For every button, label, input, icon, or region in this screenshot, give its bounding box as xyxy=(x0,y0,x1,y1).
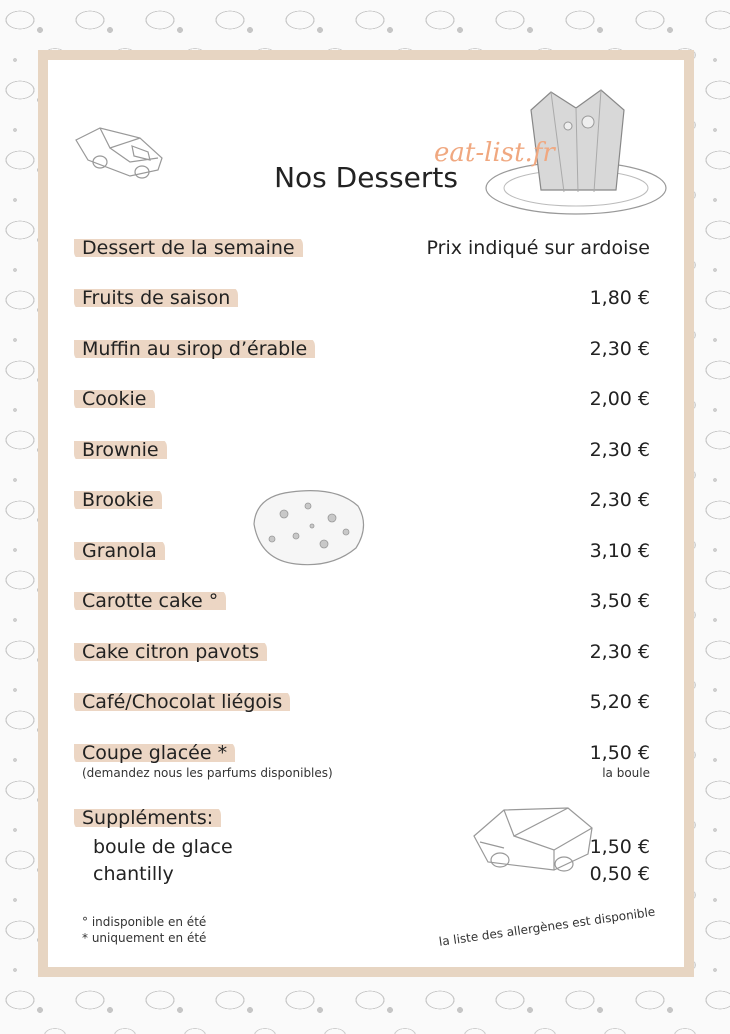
list-item xyxy=(48,539,684,569)
item-name: Dessert de la semaine xyxy=(74,236,303,260)
item-price: 2,30 € xyxy=(589,338,650,360)
item-note: (demandez nous les parfums disponibles) xyxy=(82,766,333,780)
list-item xyxy=(48,236,684,266)
menu-card-inner xyxy=(48,60,684,967)
car-sketch-icon xyxy=(468,798,598,882)
item-price: 2,30 € xyxy=(589,439,650,461)
item-name: Granola xyxy=(74,539,165,563)
item-price: 3,10 € xyxy=(589,540,650,562)
list-item xyxy=(48,589,684,619)
list-item xyxy=(48,286,684,316)
list-item xyxy=(48,741,684,787)
supplement-name: chantilly xyxy=(93,863,174,885)
supplement-price: 0,50 € xyxy=(589,863,650,885)
item-name: Muffin au sirop d’érable xyxy=(74,337,315,361)
item-price: 2,30 € xyxy=(589,489,650,511)
list-item xyxy=(48,387,684,417)
list-item xyxy=(48,690,684,720)
item-name: Brookie xyxy=(74,488,162,512)
item-name: Cake citron pavots xyxy=(74,640,267,664)
supplement-price: 1,50 € xyxy=(589,836,650,858)
footnote: ° indisponible en été xyxy=(82,915,207,929)
list-item xyxy=(48,488,684,518)
item-price: 1,80 € xyxy=(589,287,650,309)
item-price: 3,50 € xyxy=(589,590,650,612)
list-item xyxy=(48,640,684,670)
watermark-text: eat-list.fr xyxy=(434,138,555,168)
item-name: Brownie xyxy=(74,438,167,462)
allergen-notice: la liste des allergènes est disponible xyxy=(438,904,656,949)
item-price: 5,20 € xyxy=(589,691,650,713)
page-title: Nos Desserts xyxy=(274,161,458,194)
list-item xyxy=(48,438,684,468)
item-price: 2,00 € xyxy=(589,388,650,410)
supplements-heading: Suppléments: xyxy=(74,806,221,830)
footnote: * uniquement en été xyxy=(82,931,207,945)
list-item xyxy=(48,337,684,367)
item-name: Café/Chocolat liégois xyxy=(74,690,290,714)
price-unit-note: la boule xyxy=(602,766,650,780)
item-price: Prix indiqué sur ardoise xyxy=(426,237,650,259)
item-name: Cookie xyxy=(74,387,155,411)
item-name: Fruits de saison xyxy=(74,286,238,310)
item-name: Carotte cake ° xyxy=(74,589,226,613)
menu-card xyxy=(38,50,694,977)
item-price: 2,30 € xyxy=(589,641,650,663)
item-price: 1,50 € xyxy=(589,742,650,764)
supplement-name: boule de glace xyxy=(93,836,233,858)
item-name: Coupe glacée * xyxy=(74,741,235,765)
